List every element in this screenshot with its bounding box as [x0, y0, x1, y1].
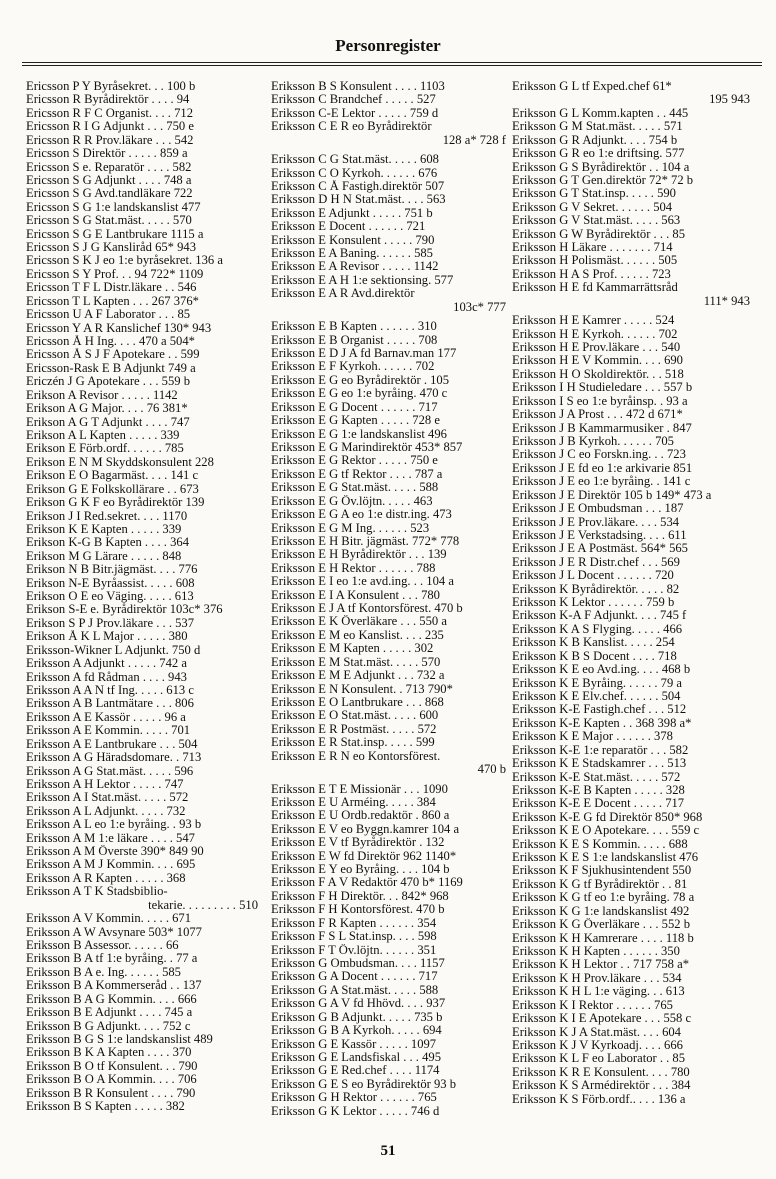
- register-entry: Ericsson S Direktör . . . . . 859 a: [26, 147, 188, 161]
- register-entry: Eriksson B A Kommerseråd . . 137: [26, 979, 202, 993]
- register-entry: Eriksson E V eo Byggn.kamrer 104 a: [271, 822, 460, 836]
- register-entry: Eriksson E Adjunkt . . . . . 751 b: [271, 206, 433, 220]
- register-entry: 103c* 777: [453, 300, 506, 314]
- register-entry: Eriksson K-A F Adjunkt. . . . 745 f: [512, 609, 687, 623]
- register-entry: Eriksson K H Kapten . . . . . . 350: [512, 945, 680, 958]
- register-entry: Eriksson G V Sekret. . . . . . 504: [512, 200, 673, 214]
- register-entry: Eriksson G R Adjunkt. . . . 754 b: [512, 133, 678, 147]
- register-entry: Eriksson B O tf Konsulent. . . 790: [26, 1059, 198, 1073]
- header-rule-lower: [22, 65, 762, 66]
- register-entry: Erikson O E eo Väging. . . . . 613: [26, 590, 194, 604]
- register-entry: Eriksson A L eo 1:e byråing. . 93 b: [26, 818, 202, 832]
- register-entry: Eriksson F A V Redaktör 470 b* 1169: [271, 876, 463, 890]
- register-entry: Eriksson K S Armédirektör . . . 384: [512, 1079, 691, 1093]
- register-column-2: [271, 80, 506, 1118]
- register-entry: Eriksson B K A Kapten . . . . 370: [26, 1046, 192, 1060]
- register-entry: Eriksson E U Arméing. . . . . 384: [271, 795, 436, 809]
- page-title: Personregister: [335, 36, 441, 55]
- register-entry: Ericsson S e. Reparatör . . . . 582: [26, 160, 192, 174]
- register-entry: Eriksson E R Stat.insp. . . . . 599: [271, 736, 435, 750]
- register-entry: Eriksson K H Prov.läkare . . . 534: [512, 971, 682, 985]
- register-entry: Eriksson H E Kyrkoh. . . . . . 702: [512, 327, 678, 341]
- register-entry: Ericsson R Byrådirektör . . . . 94: [26, 93, 190, 107]
- register-entry: Eriksson E N Konsulent. . 713 790*: [271, 682, 453, 696]
- register-entry: Eriksson F R Kapten . . . . . . 354: [271, 916, 437, 930]
- register-entry: Eriksson A V Kommin. . . . . 671: [26, 912, 192, 926]
- register-entry: Eriksson G B A Kyrkoh. . . . . 694: [271, 1024, 442, 1038]
- register-entry: Erikson A L Kapten . . . . . 339: [26, 428, 180, 442]
- register-entry: Erikson A G Major. . . . 76 381*: [26, 402, 188, 416]
- register-entry: Eriksson K J V Kyrkoadj. . . . 666: [512, 1038, 683, 1052]
- register-entry: Eriksson F S L Stat.insp. . . . 598: [271, 930, 437, 944]
- register-entry: Ericsson R R Prov.läkare . . . 542: [26, 133, 194, 147]
- register-entry: Eriksson H E Kamrer . . . . . 524: [512, 314, 675, 328]
- register-entry: Eriksson E M E Adjunkt . . . 732 a: [271, 669, 445, 683]
- register-entry: Ericsson S G Avd.tandläkare 722: [26, 187, 193, 201]
- register-entry: Eriksson K I Rektor . . . . . . 765: [512, 998, 673, 1012]
- register-entry: Eriksson J B Kyrkoh. . . . . . 705: [512, 434, 674, 448]
- register-entry: Eriksson A E Kommin. . . . . 701: [26, 724, 191, 738]
- register-entry: Eriksson K-E B Kapten . . . . . 328: [512, 783, 685, 797]
- register-entry: Eriksson A R Kapten . . . . . 368: [26, 871, 186, 885]
- register-entry: Eriksson I H Studieledare . . . 557 b: [512, 381, 693, 395]
- register-entry: Eriksson K-E 1:e reparatör . . . 582: [512, 743, 689, 757]
- register-entry: Eriksson E J A tf Kontorsförest. 470 b: [271, 602, 463, 616]
- register-entry: Eriksson G V Stat.mäst. . . . . 563: [512, 214, 681, 228]
- header-rule: [22, 62, 762, 63]
- register-entry: Eriksson K-E E Docent . . . . . 717: [512, 797, 685, 811]
- register-entry: Eriksson E R Postmäst. . . . . 572: [271, 722, 437, 736]
- register-entry: 111* 943: [703, 294, 750, 308]
- register-entry: Eriksson E M Stat.mäst. . . . . 570: [271, 655, 441, 669]
- register-entry: Ericsson T F L Distr.läkare . . 546: [26, 281, 197, 295]
- register-entry: Eriksson B G Adjunkt. . . . 752 c: [26, 1019, 191, 1033]
- register-entry: Eriksson A W Avsynare 503* 1077: [26, 925, 202, 939]
- register-entry: Ericsson P Y Byråsekret. . . 100 b: [26, 80, 196, 93]
- register-entry: Eriksson E M eo Kanslist. . . . 235: [271, 628, 444, 642]
- register-entry: Eriksson K E O Apotekare. . . . 559 c: [512, 824, 700, 838]
- register-entry: Eriksson K E S 1:e landskanslist 476: [512, 851, 699, 865]
- register-entry: Eriksson H E Prov.läkare . . . 540: [512, 341, 681, 355]
- register-entry: Eriksson E T E Missionär . . . 1090: [271, 782, 448, 796]
- register-entry: Eriksson E O Lantbrukare . . . 868: [271, 695, 444, 709]
- register-entry: Eriksson C Brandchef . . . . . 527: [271, 93, 436, 107]
- register-entry: Eriksson J E Ombudsman . . . 187: [512, 502, 684, 516]
- register-entry: Eriksson G L tf Exped.chef 61*: [512, 80, 672, 93]
- register-column-3: [512, 80, 750, 1106]
- register-entry: Ericsson S G Adjunkt . . . . 748 a: [26, 173, 192, 187]
- register-entry: Eriksson C G Stat.mäst. . . . . 608: [271, 153, 439, 167]
- register-entry: Eriksson E A Baning. . . . . . 585: [271, 247, 433, 261]
- register-entry: Erikson A Revisor . . . . . 1142: [26, 388, 178, 402]
- register-entry: Erikson E N M Skyddskonsulent 228: [26, 455, 214, 469]
- register-entry: Eriksson I S eo 1:e byråinsp. . 93 a: [512, 394, 688, 408]
- register-entry: Eriksson B A G Kommin. . . . 666: [26, 992, 197, 1006]
- register-entry: Eriksson E G M Ing. . . . . . 523: [271, 521, 430, 535]
- register-entry: Eriksson G A Docent . . . . . . 717: [271, 970, 438, 984]
- register-entry: Eriksson F H Direktör. . . 842* 968: [271, 889, 449, 903]
- register-entry: Eriksson K J A Stat.mäst. . . . 604: [512, 1025, 681, 1039]
- register-entry: Ericsson U A F Laborator . . . 85: [26, 308, 191, 322]
- register-entry: Eriksson J E A Postmäst. 564* 565: [512, 542, 688, 556]
- register-entry: Eriksson H Polismäst. . . . . . 505: [512, 254, 678, 268]
- register-entry: Eriksson K A S Flyging. . . . . 466: [512, 622, 683, 636]
- register-entry: Eriksson B S Kapten . . . . . 382: [26, 1100, 185, 1114]
- register-entry: Eriksson G H Rektor . . . . . . 765: [271, 1091, 437, 1105]
- register-entry: Eriksson F H Kontorsförest. 470 b: [271, 903, 445, 917]
- register-entry: Eriksson E V tf Byrådirektör . 132: [271, 836, 445, 850]
- register-entry: Eriksson A Adjunkt . . . . . 742 a: [26, 657, 187, 671]
- register-entry: Eriksson K G Överläkare . . . 552 b: [512, 918, 691, 932]
- register-entry: Eriksson E Y eo Byråing. . . . 104 b: [271, 863, 450, 877]
- register-entry: Eriksson K E S Kommin. . . . . 688: [512, 837, 688, 851]
- register-entry: Eriksson E O Stat.mäst. . . . . 600: [271, 709, 439, 723]
- register-entry: Ericsson S J G Kansliråd 65* 943: [26, 241, 197, 255]
- register-entry: Eriksson A G Stat.mäst. . . . . 596: [26, 764, 194, 778]
- register-entry: Eriksson E G eo 1:e byråing. 470 c: [271, 387, 448, 401]
- register-entry: Eriksson B Assessor. . . . . . 66: [26, 939, 179, 952]
- register-entry: Eriksson K H Lektor . . 717 758 a*: [512, 958, 689, 972]
- register-entry: Eriksson J E fd eo 1:e arkivarie 851: [512, 461, 693, 475]
- register-entry: 195 943: [709, 93, 750, 107]
- register-entry: Eriksson K B S Docent . . . . 718: [512, 649, 677, 663]
- register-entry: Eriksson B O A Kommin. . . . 706: [26, 1073, 197, 1087]
- register-entry: Eriksson J E R Distr.chef . . . 569: [512, 555, 680, 569]
- register-entry: Erikson K E Kapten . . . . . 339: [26, 522, 182, 536]
- register-entry: Ericsson R I G Adjunkt . . . 750 e: [26, 120, 194, 134]
- register-entry: Ericsson Å S J F Apotekare . . 599: [26, 348, 200, 362]
- register-entry: Eriksson J E Prov.läkare. . . . 534: [512, 515, 680, 529]
- register-entry: Eriksson J E eo 1:e byråing. . 141 c: [512, 475, 691, 489]
- register-entry: Eriksson A T K Stadsbiblio-: [26, 885, 168, 899]
- register-entry: Eriksson E G Stat.mäst. . . . . 588: [271, 481, 439, 495]
- register-entry: Eriksson F T Öv.löjtn. . . . . . 351: [271, 943, 437, 957]
- register-entry: Eriksson E H Bitr. jägmäst. 772* 778: [271, 534, 460, 548]
- register-entry: Erikson G K F eo Byrådirektör 139: [26, 496, 205, 510]
- register-entry: Eriksson A L Adjunkt. . . . . 732: [26, 804, 186, 818]
- register-entry: Eriksson K B Kanslist. . . . . 254: [512, 636, 675, 650]
- register-entry: Eriksson K H Kamrerare . . . . 118 b: [512, 931, 694, 945]
- register-entry: Eriksson G R eo 1:e driftsing. 577: [512, 147, 685, 161]
- register-entry: Eriksson E G Öv.löjtn. . . . . 463: [271, 494, 433, 508]
- register-entry: Eriksson E U Ordb.redaktör . 860 a: [271, 809, 450, 823]
- register-entry: Eriksson H E V Kommin. . . . 690: [512, 354, 683, 368]
- register-entry: Eriksson J L Docent . . . . . . 720: [512, 569, 674, 583]
- register-entry: Eriksson K G tf Byrådirektör . . 81: [512, 877, 688, 891]
- register-entry: Ericzén J G Apotekare . . . 559 b: [26, 375, 191, 389]
- register-entry: Eriksson G K Lektor . . . . . 746 d: [271, 1104, 440, 1118]
- register-entry: Eriksson E M Kapten . . . . . 302: [271, 642, 434, 656]
- register-entry: Eriksson A fd Rådman . . . . 943: [26, 670, 187, 684]
- register-entry: Eriksson E W fd Direktör 962 1140*: [271, 849, 457, 863]
- register-entry: Ericsson S G E Lantbrukare 1115 a: [26, 227, 204, 241]
- register-entry: Eriksson E G 1:e landskanslist 496: [271, 427, 447, 441]
- register-entry: Erikson A G T Adjunkt . . . . 747: [26, 415, 190, 429]
- register-entry: Erikson S P J Prov.läkare . . . 537: [26, 616, 195, 630]
- register-entry: Eriksson K F Sjukhusintendent 550: [512, 864, 692, 878]
- register-entry: Eriksson E G tf Rektor . . . . 787 a: [271, 467, 443, 481]
- register-entry: Eriksson K H L 1:e väging. . . 613: [512, 985, 685, 999]
- register-entry: Eriksson B R Konsulent . . . . 790: [26, 1086, 196, 1100]
- register-entry: Erikson J I Red.sekret. . . . 1170: [26, 509, 188, 523]
- register-entry: Erikson G E Folkskollärare . . 673: [26, 482, 199, 496]
- register-entry: Eriksson K E Elv.chef. . . . . . 504: [512, 689, 681, 703]
- register-entry: Eriksson E F Kyrkoh. . . . . . 702: [271, 360, 435, 374]
- register-entry: Eriksson A M 1:e läkare . . . . 547: [26, 831, 195, 845]
- register-entry: Eriksson J C eo Forskn.ing. . . 723: [512, 448, 686, 462]
- register-entry: Eriksson K Byrådirektör. . . . . 82: [512, 582, 680, 596]
- register-entry: Eriksson J B Kammarmusiker . 847: [512, 421, 692, 435]
- register-entry: Eriksson A B Lantmätare . . . 806: [26, 697, 194, 711]
- register-entry: Eriksson B G S 1:e landskanslist 489: [26, 1032, 213, 1046]
- register-entry: Eriksson E G Rektor . . . . . 750 e: [271, 454, 438, 468]
- register-entry: Eriksson C O Kyrkoh. . . . . . 676: [271, 166, 438, 180]
- register-entry: Eriksson B E Adjunkt . . . . 745 a: [26, 1006, 193, 1020]
- register-entry: Eriksson H A S Prof. . . . . . 723: [512, 267, 671, 281]
- register-entry: Eriksson E G Kapten . . . . . 728 e: [271, 414, 440, 428]
- register-entry: Eriksson E A R Avd.direktör: [271, 287, 415, 301]
- register-entry: Eriksson G M Stat.mäst. . . . . 571: [512, 120, 683, 134]
- register-entry: Eriksson K I E Apotekare . . . 558 c: [512, 1012, 692, 1026]
- register-entry: 470 b: [477, 763, 506, 777]
- register-entry: Eriksson G Ombudsman. . . . 1157: [271, 957, 445, 970]
- register-entry: Erikson E O Bagarmäst. . . . 141 c: [26, 469, 199, 483]
- register-entry: Ericsson Å H Ing. . . . 470 a 504*: [26, 335, 195, 349]
- register-entry: Eriksson E K Överläkare . . . 550 a: [271, 615, 447, 629]
- register-entry: Eriksson E G Docent . . . . . . 717: [271, 400, 438, 414]
- register-entry: Eriksson A I Stat.mäst. . . . . 572: [26, 791, 189, 805]
- register-entry: Ericsson-Rask E B Adjunkt 749 a: [26, 361, 196, 375]
- register-entry: Eriksson G A V fd Hhövd. . . . 937: [271, 997, 446, 1011]
- register-entry: Eriksson G T Gen.direktör 72* 72 b: [512, 173, 694, 187]
- register-entry: Ericsson S G Stat.mäst. . . . . 570: [26, 214, 192, 228]
- register-entry: Eriksson K-E Fastigh.chef . . . 512: [512, 703, 687, 717]
- register-entry: Eriksson H O Skoldirektör. . . 518: [512, 367, 684, 381]
- register-entry: Eriksson G E Landsfiskal . . . 495: [271, 1050, 441, 1064]
- register-entry: Eriksson B A e. Ing. . . . . . 585: [26, 965, 181, 979]
- register-entry: Eriksson K G 1:e landskanslist 492: [512, 904, 690, 918]
- register-entry: Erikson K-G B Kapten . . . . 364: [26, 536, 189, 550]
- register-entry: Ericsson T L Kapten . . . 267 376*: [26, 294, 199, 308]
- register-entry: Eriksson K G tf eo 1:e byråing. 78 a: [512, 891, 695, 905]
- register-entry: Eriksson E I eo 1:e avd.ing. . . 104 a: [271, 575, 454, 589]
- register-entry: Eriksson E D J A fd Barnav.man 177: [271, 347, 457, 361]
- register-entry: Erikson E Förb.ordf. . . . . . 785: [26, 442, 184, 456]
- register-entry: Eriksson A A N tf Ing. . . . . 613 c: [26, 683, 194, 697]
- register-entry: Eriksson G T Stat.insp. . . . . 590: [512, 187, 676, 201]
- register-entry: Erikson N B Bitr.jägmäst. . . . 776: [26, 563, 198, 577]
- register-entry: Eriksson J A Prost . . . 472 d 671*: [512, 408, 683, 422]
- register-entry: 128 a* 728 f: [442, 133, 506, 147]
- register-entry: Eriksson K-E G fd Direktör 850* 968: [512, 810, 703, 824]
- register-entry: Ericsson S G 1:e landskanslist 477: [26, 200, 201, 214]
- register-entry: Eriksson A E Kassör . . . . . 96 a: [26, 710, 186, 724]
- register-entry: Eriksson K E Stadskamrer . . . 513: [512, 757, 687, 771]
- register-entry: Eriksson G E Red.chef . . . . 1174: [271, 1064, 440, 1078]
- register-entry: Erikson N-E Byråassist. . . . . 608: [26, 576, 195, 590]
- register-entry: Ericsson S Y Prof. . . 94 722* 1109: [26, 267, 204, 281]
- register-entry: Eriksson C-E Lektor . . . . . 759 d: [271, 106, 439, 120]
- register-entry: Eriksson G L Komm.kapten . . 445: [512, 106, 689, 120]
- register-entry: Eriksson G A Stat.mäst. . . . . 588: [271, 983, 439, 997]
- register-entry: Eriksson E H Byrådirektör . . . 139: [271, 548, 447, 562]
- register-entry: Ericsson R F C Organist. . . . 712: [26, 106, 193, 120]
- register-entry: Eriksson C E R eo Byrådirektör: [271, 120, 432, 134]
- register-entry: Eriksson K-E Kapten . . 368 398 a*: [512, 716, 692, 730]
- register-entry: Erikson Å K L Major . . . . . 380: [26, 630, 188, 644]
- register-entry: Eriksson E B Kapten . . . . . . 310: [271, 320, 437, 334]
- register-entry: Eriksson K E Byråing. . . . . . 79 a: [512, 676, 682, 690]
- register-entry: Eriksson K E eo Avd.ing. . . . 468 b: [512, 663, 691, 677]
- register-entry: Eriksson K L F eo Laborator . . 85: [512, 1052, 686, 1066]
- register-entry: Eriksson K R E Konsulent. . . . 780: [512, 1065, 690, 1079]
- register-entry: Eriksson E Docent . . . . . . 721: [271, 220, 426, 234]
- register-entry: Eriksson G S Byrådirektör . . 104 a: [512, 160, 690, 174]
- register-entry: Ericsson Y A R Kanslichef 130* 943: [26, 321, 212, 335]
- register-entry: Eriksson K S Förb.ordf.. . . . 136 a: [512, 1092, 686, 1106]
- register-column-1: [26, 80, 258, 1113]
- register-entry: Eriksson E A Revisor . . . . . 1142: [271, 260, 439, 274]
- register-entry: Eriksson B S Konsulent . . . . 1103: [271, 80, 445, 93]
- register-entry: Eriksson K E Major . . . . . . 378: [512, 730, 673, 744]
- register-entry: Eriksson A E Lantbrukare . . . 504: [26, 737, 198, 751]
- register-entry: Eriksson E R N eo Kontorsförest.: [271, 749, 441, 763]
- register-entry: Erikson S-E e. Byrådirektör 103c* 376: [26, 603, 223, 617]
- register-entry: Eriksson H Läkare . . . . . . . 714: [512, 241, 673, 255]
- register-entry: Eriksson E I A Konsulent . . . 780: [271, 588, 440, 602]
- register-entry: Eriksson G E S eo Byrådirektör 93 b: [271, 1077, 457, 1091]
- register-entry: Eriksson K Lektor . . . . . . 759 b: [512, 596, 675, 610]
- register-entry: Eriksson E Konsulent . . . . . 790: [271, 233, 435, 247]
- register-entry: Eriksson E H Rektor . . . . . . 788: [271, 561, 436, 575]
- register-entry: Eriksson J E Verkstadsing. . . . 611: [512, 528, 687, 542]
- register-entry: Ericsson S K J eo 1:e byråsekret. 136 a: [26, 254, 223, 268]
- register-entry: Eriksson E G Marindirektör 453* 857: [271, 440, 463, 454]
- register-entry: Eriksson-Wikner L Adjunkt. 750 d: [26, 643, 201, 657]
- register-entry: tekarie. . . . . . . . . 510: [148, 898, 258, 912]
- register-entry: Eriksson D H N Stat.mäst. . . . 563: [271, 193, 446, 207]
- register-entry: Eriksson H E fd Kammarrättsråd: [512, 281, 678, 295]
- page-number: 51: [380, 1143, 396, 1159]
- register-entry: Eriksson G E Kassör . . . . . 1097: [271, 1037, 437, 1051]
- register-entry: Eriksson E G A eo 1:e distr.ing. 473: [271, 508, 452, 522]
- register-entry: Eriksson A M Överste 390* 849 90: [26, 845, 204, 859]
- register-entry: Eriksson K-E Stat.mäst. . . . . 572: [512, 770, 681, 784]
- register-entry: Eriksson A H Lektor . . . . . 747: [26, 777, 184, 791]
- register-entry: Eriksson G B Adjunkt. . . . . 735 b: [271, 1010, 443, 1024]
- register-entry: Eriksson A G Häradsdomare. . 713: [26, 751, 202, 765]
- register-entry: Eriksson C Å Fastigh.direktör 507: [271, 179, 445, 193]
- register-entry: Eriksson G W Byrådirektör . . . 85: [512, 227, 686, 241]
- register-entry: Eriksson E G eo Byrådirektör . 105: [271, 373, 450, 387]
- register-entry: Eriksson E A H 1:e sektionsing. 577: [271, 273, 454, 287]
- register-entry: Eriksson B A tf 1:e byråing. . 77 a: [26, 952, 198, 966]
- register-entry: Eriksson A M J Kommin. . . . 695: [26, 858, 196, 872]
- register-entry: Eriksson J E Direktör 105 b 149* 473 a: [512, 488, 712, 502]
- register-entry: Eriksson E B Organist . . . . . 708: [271, 333, 438, 347]
- register-entry: Erikson M G Lärare . . . . . 848: [26, 549, 182, 563]
